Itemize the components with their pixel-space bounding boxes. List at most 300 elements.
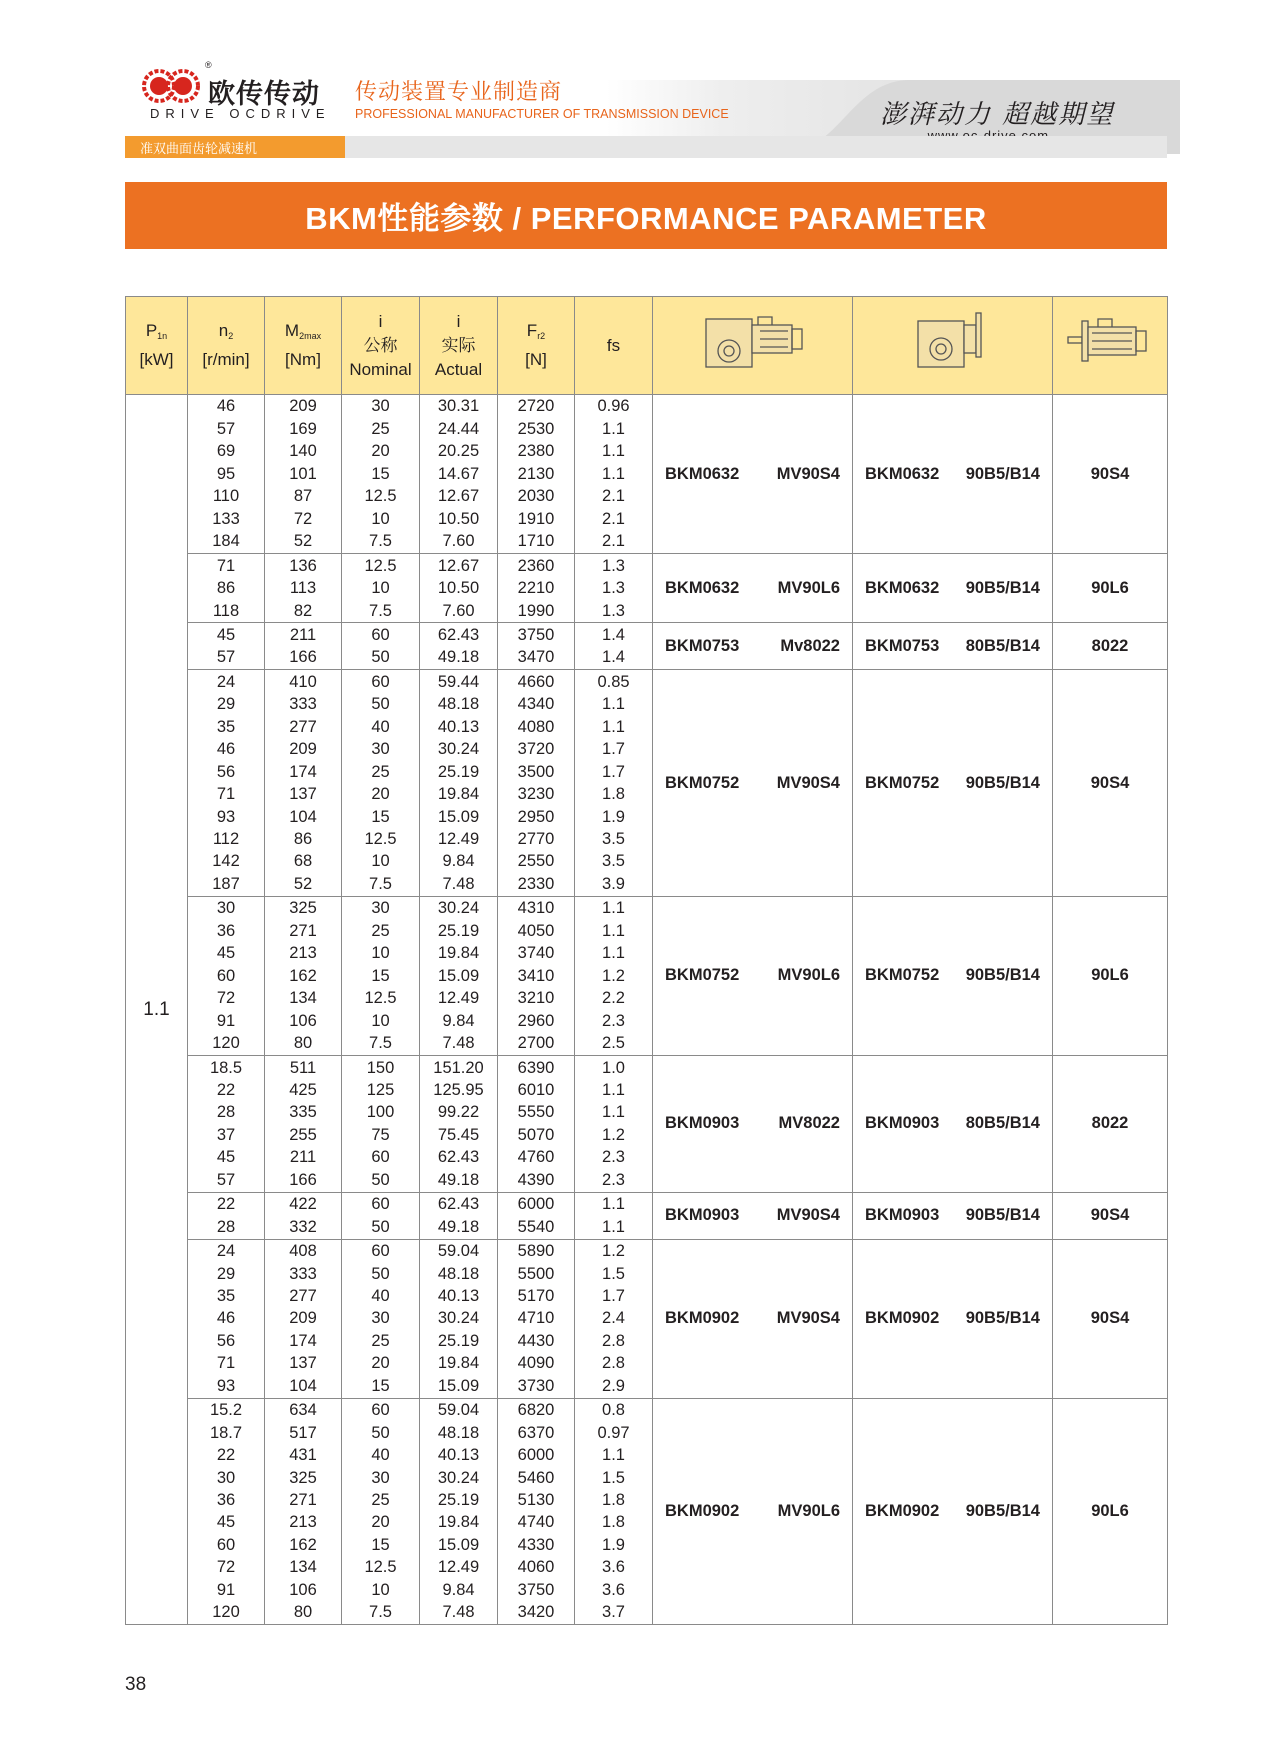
value-cell: 333 [289,695,317,714]
value-cell: 60 [371,1195,390,1214]
ratio-actual-values [420,670,498,897]
table-header-row [126,297,1168,395]
col-header-motor-image [1053,297,1168,395]
value-cell: 86 [293,830,313,849]
motor-type-cell: 90L6 [1053,554,1168,623]
value-cell: 4080 [517,717,555,736]
gearbox-with-flange-icon [898,307,1008,377]
value-cell: 49.18 [437,648,480,667]
radial-load-values [498,1398,575,1625]
col-header-radial-load: Fr2 [N] [498,297,575,395]
gearbox-model: BKM0632 [865,578,940,597]
value-cell: 209 [289,397,317,416]
ratio-actual-values [420,1056,498,1193]
value-cell: 1710 [517,532,555,551]
gearbox-model: BKM0903 [665,1114,740,1133]
gearmotor-model-cell [653,1192,853,1239]
value-cell: 271 [289,921,317,940]
value-cell: 10 [371,944,390,963]
value-cell: 1.8 [602,1513,625,1532]
value-cell: 335 [289,1103,317,1122]
value-cell: 30 [371,740,390,759]
value-cell: 3750 [517,1580,555,1599]
value-cell: 333 [289,1264,317,1283]
service-factor-values [575,1056,653,1193]
value-cell: 1.1 [602,419,625,438]
value-cell: 30.24 [437,1468,480,1487]
value-cell: 5500 [517,1264,555,1283]
value-cell: 134 [289,989,317,1008]
value-cell: 45 [216,1148,236,1167]
value-cell: 30.31 [437,397,480,416]
value-cell: 19.84 [437,785,480,804]
value-cell: 1.1 [602,464,625,483]
value-cell: 2.3 [602,1148,625,1167]
value-cell: 3750 [517,625,555,644]
value-cell: 46 [216,1309,236,1328]
value-cell: 2.9 [602,1376,625,1395]
value-cell: 2.1 [602,509,625,528]
value-cell: 49.18 [437,1217,480,1236]
motor-model: MV90S4 [776,464,840,483]
value-cell: 6370 [517,1423,555,1442]
value-cell: 30 [371,1468,390,1487]
performance-table [125,296,1168,1625]
value-cell: 209 [289,1309,317,1328]
value-cell: 59.04 [437,1242,480,1261]
value-cell: 2380 [517,442,555,461]
motor-model: MV90S4 [776,1206,840,1225]
value-cell: 35 [216,717,236,736]
value-cell: 59.04 [437,1401,480,1420]
value-cell: 25.19 [437,1331,480,1350]
gearbox-model: BKM0903 [665,1206,740,1225]
value-cell: 3.6 [602,1558,625,1577]
table-row [126,896,1168,1055]
value-cell: 1910 [517,509,555,528]
gearbox-model: BKM0902 [665,1501,740,1520]
gearbox-model: BKM0632 [665,464,740,483]
value-cell: 69 [216,442,236,461]
gearbox-flange-cell [853,896,1053,1055]
value-cell: 1.2 [602,1125,625,1144]
value-cell: 25.19 [437,762,480,781]
value-cell: 19.84 [437,1354,480,1373]
value-cell: 10 [371,1580,390,1599]
service-factor-values [575,896,653,1055]
motor-type-cell: 90L6 [1053,896,1168,1055]
value-cell: 2030 [517,487,555,506]
value-cell: 7.5 [369,1034,392,1053]
value-cell: 134 [289,1558,317,1577]
value-cell: 80 [293,1603,313,1622]
radial-load-values [498,1056,575,1193]
value-cell: 4710 [517,1309,555,1328]
value-cell: 57 [216,419,236,438]
value-cell: 15 [371,966,390,985]
value-cell: 104 [289,1376,317,1395]
tagline-cn: 传动装置专业制造商 [355,80,563,105]
value-cell: 1.1 [602,944,625,963]
col-header-service-factor: fs [575,297,653,395]
value-cell: 431 [289,1446,317,1465]
value-cell: 0.85 [597,672,630,691]
value-cell: 2.1 [602,487,625,506]
value-cell: 3.7 [602,1603,625,1622]
motor-icon [1060,307,1160,377]
motor-type-cell: 90S4 [1053,670,1168,897]
value-cell: 1.7 [602,740,625,759]
value-cell: 56 [216,762,236,781]
gearbox-model: BKM0752 [865,773,940,792]
motor-type-cell: 90S4 [1053,1239,1168,1398]
value-cell: 5550 [517,1103,555,1122]
torque-values [265,1056,342,1193]
value-cell: 60 [371,1401,390,1420]
torque-values [265,623,342,670]
value-cell: 2.3 [602,1011,625,1030]
value-cell: 22 [216,1195,236,1214]
torque-values [265,1398,342,1625]
motor-model: MV90L6 [777,578,840,597]
value-cell: 91 [216,1580,236,1599]
value-cell: 1.3 [602,556,625,575]
value-cell: 5460 [517,1468,555,1487]
gearbox-flange-cell [853,395,1053,554]
value-cell: 1.4 [602,625,625,644]
value-cell: 1.7 [602,1286,625,1305]
value-cell: 18.5 [209,1058,243,1077]
value-cell: 125 [366,1080,395,1099]
value-cell: 68 [293,852,313,871]
brand-name-en: DRIVE OCDRIVE [150,106,331,121]
value-cell: 1.7 [602,762,625,781]
radial-load-values [498,896,575,1055]
value-cell: 7.5 [369,874,392,893]
value-cell: 425 [289,1080,317,1099]
value-cell: 72 [216,1558,236,1577]
table-row [126,395,1168,554]
value-cell: 2.3 [602,1170,625,1189]
value-cell: 15.09 [437,1535,480,1554]
gearbox-model: BKM0753 [665,636,740,655]
motor-model: MV90L6 [777,966,840,985]
gearbox-flange-cell [853,554,1053,623]
value-cell: 1.1 [602,1195,625,1214]
value-cell: 20.25 [437,442,480,461]
value-cell: 166 [289,1170,317,1189]
value-cell: 15 [371,1376,390,1395]
value-cell: 2770 [517,830,555,849]
speed-values [188,395,265,554]
ratio-nominal-values [342,670,420,897]
value-cell: 3.9 [602,874,625,893]
gearbox-model: BKM0903 [865,1114,940,1133]
value-cell: 1990 [517,601,555,620]
gearbox-model: BKM0632 [665,578,740,597]
gearmotor-model-cell [653,670,853,897]
value-cell: 3420 [517,1603,555,1622]
radial-load-values [498,670,575,897]
value-cell: 3.6 [602,1580,625,1599]
value-cell: 30.24 [437,1309,480,1328]
value-cell: 136 [289,556,317,575]
value-cell: 1.1 [602,695,625,714]
value-cell: 3.5 [602,852,625,871]
value-cell: 50 [371,1217,390,1236]
value-cell: 10.50 [437,579,480,598]
value-cell: 4760 [517,1148,555,1167]
registered-mark: ® [205,60,212,70]
value-cell: 5130 [517,1491,555,1510]
table-row [126,1398,1168,1625]
value-cell: 7.60 [442,532,475,551]
value-cell: 2960 [517,1011,555,1030]
table-row [126,554,1168,623]
value-cell: 2720 [517,397,555,416]
value-cell: 174 [289,762,317,781]
flange-type: 80B5/B14 [965,1114,1040,1133]
value-cell: 277 [289,1286,317,1305]
value-cell: 3.5 [602,830,625,849]
flange-type: 90B5/B14 [965,464,1040,483]
value-cell: 7.5 [369,532,392,551]
page-title: BKM性能参数 / PERFORMANCE PARAMETER [305,201,987,236]
value-cell: 517 [289,1423,317,1442]
value-cell: 99.22 [437,1103,480,1122]
value-cell: 15.09 [437,807,480,826]
value-cell: 104 [289,807,317,826]
value-cell: 12.5 [364,487,397,506]
ratio-actual-values [420,1239,498,1398]
value-cell: 9.84 [442,1011,475,1030]
speed-values [188,1239,265,1398]
gearbox-model: BKM0902 [865,1309,940,1328]
value-cell: 6010 [517,1080,555,1099]
flange-type: 90B5/B14 [965,1206,1040,1225]
ratio-nominal-values [342,623,420,670]
motor-type-cell: 90S4 [1053,1192,1168,1239]
value-cell: 24 [216,1242,236,1261]
value-cell: 12.5 [364,556,397,575]
value-cell: 1.1 [602,921,625,940]
value-cell: 36 [216,1491,236,1510]
value-cell: 25 [371,1331,390,1350]
gearbox-model: BKM0753 [865,636,940,655]
value-cell: 60 [371,672,390,691]
slogan: 澎湃动力 超越期望 [880,100,1115,130]
value-cell: 49.18 [437,1170,480,1189]
value-cell: 62.43 [437,1195,480,1214]
value-cell: 30 [371,397,390,416]
value-cell: 46 [216,740,236,759]
value-cell: 15 [371,1535,390,1554]
value-cell: 1.1 [602,899,625,918]
value-cell: 87 [293,487,313,506]
value-cell: 10 [371,1011,390,1030]
value-cell: 15 [371,807,390,826]
value-cell: 52 [293,532,313,551]
value-cell: 57 [216,648,236,667]
torque-values [265,1239,342,1398]
gearmotor-model-cell [653,896,853,1055]
value-cell: 118 [212,601,240,620]
value-cell: 1.0 [602,1058,625,1077]
value-cell: 20 [371,1513,390,1532]
gearbox-model: BKM0903 [865,1206,940,1225]
ratio-nominal-values [342,1192,420,1239]
value-cell: 277 [289,717,317,736]
value-cell: 60 [216,966,236,985]
value-cell: 30 [371,899,390,918]
value-cell: 174 [289,1331,317,1350]
value-cell: 1.1 [602,1217,625,1236]
value-cell: 1.1 [602,1103,625,1122]
value-cell: 19.84 [437,1513,480,1532]
value-cell: 1.1 [602,1446,625,1465]
value-cell: 2360 [517,556,555,575]
service-factor-values [575,554,653,623]
flange-type: 90B5/B14 [965,966,1040,985]
value-cell: 213 [289,1513,317,1532]
radial-load-values [498,1239,575,1398]
value-cell: 25 [371,762,390,781]
value-cell: 30.24 [437,740,480,759]
value-cell: 28 [216,1217,236,1236]
value-cell: 7.5 [369,1603,392,1622]
value-cell: 40.13 [437,1446,480,1465]
value-cell: 7.48 [442,1034,475,1053]
gearbox-flange-cell [853,1056,1053,1193]
value-cell: 162 [289,1535,317,1554]
value-cell: 0.96 [597,397,630,416]
value-cell: 3410 [517,966,555,985]
value-cell: 93 [216,807,236,826]
value-cell: 4060 [517,1558,555,1577]
value-cell: 28 [216,1103,236,1122]
value-cell: 4660 [517,672,555,691]
value-cell: 45 [216,625,236,644]
value-cell: 1.3 [602,579,625,598]
value-cell: 2700 [517,1034,555,1053]
table-row [126,1192,1168,1239]
radial-load-values [498,623,575,670]
table-row [126,1056,1168,1193]
value-cell: 9.84 [442,852,475,871]
value-cell: 15.09 [437,966,480,985]
service-factor-values [575,623,653,670]
value-cell: 12.5 [364,830,397,849]
value-cell: 30 [216,1468,236,1487]
speed-values [188,1398,265,1625]
value-cell: 57 [216,1170,236,1189]
ratio-nominal-values [342,1056,420,1193]
value-cell: 106 [289,1580,317,1599]
flange-type: 90B5/B14 [965,773,1040,792]
value-cell: 4340 [517,695,555,714]
service-factor-values [575,1192,653,1239]
value-cell: 22 [216,1446,236,1465]
speed-values [188,670,265,897]
col-header-gearbox-image [853,297,1053,395]
value-cell: 120 [212,1603,240,1622]
value-cell: 6000 [517,1446,555,1465]
brand-logo-icon [142,64,202,112]
value-cell: 59.44 [437,672,480,691]
value-cell: 71 [216,785,236,804]
value-cell: 30 [371,1309,390,1328]
flange-type: 90B5/B14 [965,578,1040,597]
value-cell: 1.3 [602,601,625,620]
value-cell: 209 [289,740,317,759]
motor-model: MV8022 [778,1114,840,1133]
value-cell: 1.1 [602,1080,625,1099]
value-cell: 25.19 [437,921,480,940]
value-cell: 113 [289,579,317,598]
radial-load-values [498,395,575,554]
value-cell: 332 [289,1217,317,1236]
value-cell: 1.8 [602,1491,625,1510]
value-cell: 142 [212,852,240,871]
value-cell: 4050 [517,921,555,940]
value-cell: 3470 [517,648,555,667]
value-cell: 1.8 [602,785,625,804]
value-cell: 15.09 [437,1376,480,1395]
value-cell: 25 [371,1491,390,1510]
value-cell: 5540 [517,1217,555,1236]
value-cell: 60 [371,1242,390,1261]
value-cell: 325 [289,899,317,918]
table-row [126,1239,1168,1398]
value-cell: 40 [371,717,390,736]
value-cell: 48.18 [437,1423,480,1442]
gearmotor-model-cell [653,1398,853,1625]
value-cell: 25 [371,419,390,438]
value-cell: 40.13 [437,1286,480,1305]
value-cell: 62.43 [437,625,480,644]
value-cell: 1.2 [602,966,625,985]
gearmotor-model-cell [653,623,853,670]
value-cell: 12.67 [437,556,480,575]
value-cell: 1.9 [602,1535,625,1554]
value-cell: 4310 [517,899,555,918]
gearmotor-model-cell [653,395,853,554]
value-cell: 125.95 [433,1080,484,1099]
value-cell: 133 [212,509,240,528]
motor-type-cell: 90S4 [1053,395,1168,554]
value-cell: 72 [216,989,236,1008]
ratio-nominal-values [342,395,420,554]
gearbox-model: BKM0902 [665,1309,740,1328]
value-cell: 255 [289,1125,317,1144]
value-cell: 169 [289,419,317,438]
category-tab-rule [345,136,1167,158]
value-cell: 151.20 [433,1058,484,1077]
value-cell: 4090 [517,1354,555,1373]
gearbox-flange-cell [853,1192,1053,1239]
value-cell: 50 [371,1170,390,1189]
torque-values [265,896,342,1055]
value-cell: 30.24 [437,899,480,918]
value-cell: 2.8 [602,1354,625,1373]
title-bar [125,182,1167,249]
value-cell: 35 [216,1286,236,1305]
value-cell: 166 [289,648,317,667]
ratio-actual-values [420,395,498,554]
value-cell: 45 [216,944,236,963]
value-cell: 101 [289,464,317,483]
col-header-ratio-nominal: i 公称 Nominal [342,297,420,395]
